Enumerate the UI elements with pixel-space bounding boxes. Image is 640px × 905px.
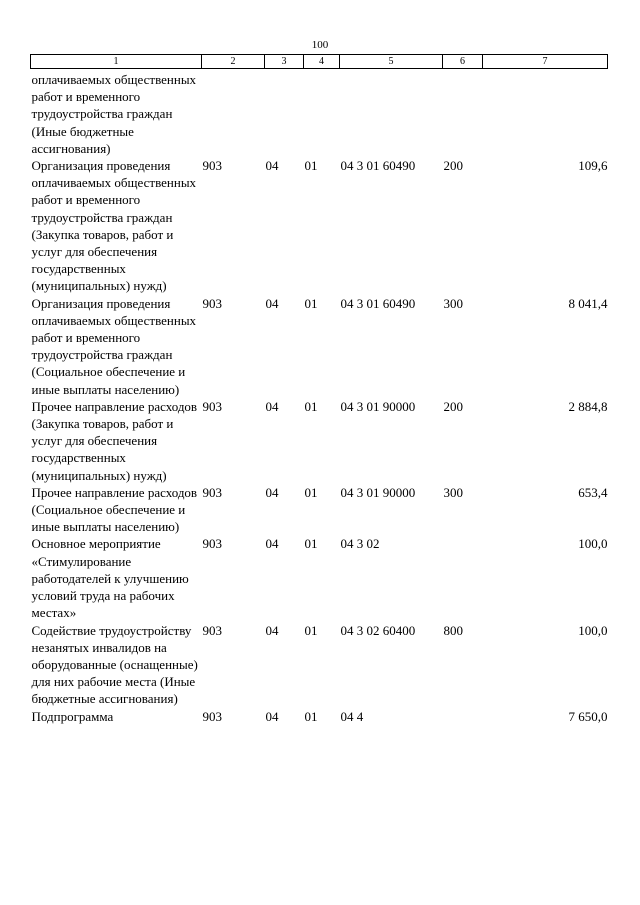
subsection-code: 01 [304,484,318,500]
expense-name: Организация проведения оплачиваемых общественных работ и временного трудоустройства граждан (Закупка товаров, работ и услуг для обеспечения государственных (муниципальных) нужд) [31,158,197,294]
table-row [31,295,608,398]
expense-name: оплачиваемых общественных работ и временного трудоустройства граждан (Иные бюджетные ассигнования) [31,72,197,156]
expense-name: Прочее направление расходов (Социальное обеспечение и иные выплаты населению) [31,484,198,535]
page-number: 100 [311,39,329,51]
expense-type-code [443,708,483,725]
subsection-code: 01 [304,295,318,311]
column-header: 2 [202,55,265,69]
table-row [31,535,608,621]
subsection-code [304,69,340,158]
target-article-code: 04 3 02 [340,536,380,552]
amount [483,69,608,158]
expense-name: Содействие трудоустройству незанятых инвалидов на оборудованные (оснащенные) для них рабочие места (Иные бюджетные ассигнования) [31,622,198,707]
column-header: 6 [443,55,483,69]
expense-type-code: 200 [443,158,463,174]
section-code: 04 [265,158,279,174]
grbs-code: 903 [202,708,222,724]
expense-name: Подпрограмма [31,708,114,724]
section-code: 04 [265,295,279,311]
section-code: 04 [265,484,279,500]
target-article-code: 04 3 01 60490 [340,158,416,174]
expense-name: Основное мероприятие «Стимулирование работодателей к улучшению условий труда на рабочих местах» [31,536,189,621]
subsection-code: 01 [304,708,318,724]
column-header: 7 [483,55,608,69]
subsection-code: 01 [304,622,318,638]
target-article-code: 04 3 02 60400 [340,622,416,638]
table-row [31,398,608,484]
expense-type-code: 300 [443,484,463,500]
grbs-code: 903 [202,622,222,638]
target-article-code: 04 4 [340,708,364,724]
target-article-code: 04 3 01 90000 [340,484,416,500]
grbs-code: 903 [202,484,222,500]
target-article-code [340,69,443,158]
expense-type-code [443,69,483,158]
section-code [265,69,304,158]
expense-type-code: 200 [443,398,463,414]
expense-type-code: 800 [443,622,463,638]
table-row [31,622,608,708]
expense-name: Организация проведения оплачиваемых общественных работ и временного трудоустройства граждан (Социальное обеспечение и иные выплаты населению) [31,295,197,397]
grbs-code: 903 [202,158,222,174]
target-article-code: 04 3 01 90000 [340,398,416,414]
section-code: 04 [265,536,279,552]
grbs-code: 903 [202,536,222,552]
expense-name: Прочее направление расходов (Закупка товаров, работ и услуг для обеспечения государственных (муниципальных) нужд) [31,398,198,483]
section-code: 04 [265,398,279,414]
target-article-code: 04 3 01 60490 [340,295,416,311]
subsection-code: 01 [304,536,318,552]
grbs-code: 903 [202,398,222,414]
amount: 100,0 [578,536,608,552]
table-row [31,708,608,725]
amount: 2 884,8 [568,398,608,414]
column-header: 1 [31,55,202,69]
amount: 109,6 [578,158,608,174]
expense-type-code [443,535,483,621]
table-row [31,69,608,158]
grbs-code [202,69,265,158]
column-header: 5 [340,55,443,69]
subsection-code: 01 [304,398,318,414]
expense-type-code: 300 [443,295,463,311]
grbs-code: 903 [202,295,222,311]
table-row [31,484,608,536]
column-number-header [31,55,608,69]
column-header: 3 [265,55,304,69]
column-header: 4 [304,55,340,69]
amount: 7 650,0 [568,708,608,724]
table-row [31,157,608,295]
section-code: 04 [265,708,279,724]
amount: 653,4 [578,484,608,500]
section-code: 04 [265,622,279,638]
subsection-code: 01 [304,158,318,174]
budget-table [30,54,608,725]
amount: 100,0 [578,622,608,638]
amount: 8 041,4 [568,295,608,311]
